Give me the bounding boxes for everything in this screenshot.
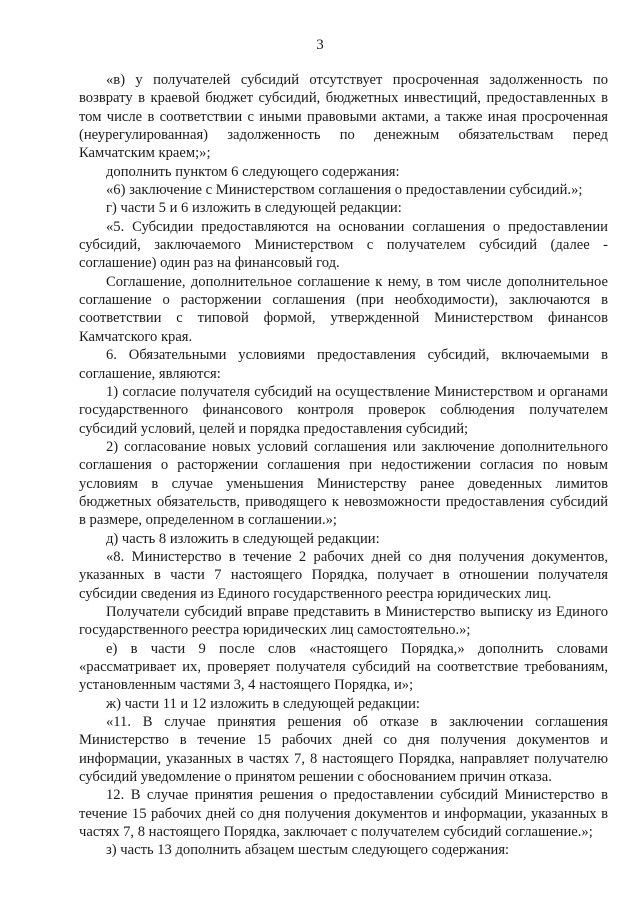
paragraph-subpoint-d: д) часть 8 изложить в следующей редакции: <box>106 530 380 547</box>
paragraph-part-11: «11. В случае принятия решения об отказе в заключении соглашения Министерство в течение 15 рабочих дней со дня получения документов и информации, указанных в частях 7, 8 настоящего Порядка, направляет получателю субсидий уведомление о принятом решении с обоснованием причин отказа. <box>79 714 608 786</box>
paragraph-part-8: «8. Министерство в течение 2 рабочих дней со дня получения документов, указанных в части 7 настоящего Порядка, получает в отношении получателя субсидии сведения из Единого государственного реестра юридических лиц. <box>79 548 608 602</box>
paragraph-subpoint-z: з) часть 13 дополнить абзацем шестым следующего содержания: <box>106 842 510 859</box>
document-body <box>79 71 608 860</box>
paragraph-subpoint-zh: ж) части 11 и 12 изложить в следующей редакции: <box>106 695 420 712</box>
paragraph-agreement: Соглашение, дополнительное соглашение к нему, в том числе дополнительное соглашение о расторжении соглашения (при необходимости), заключаются в соответствии с типовой формой, утвержденной Министерством финансов Камчатского края. <box>79 273 608 345</box>
paragraph-subpoint-e: е) в части 9 после слов «настоящего Порядка,» дополнить словами «рассматривает их, проверяет получателя субсидий на соответствие требованиям, установленным частями 3, 4 настоящего Порядка, и»; <box>79 640 608 694</box>
paragraph-subpoint-v: «в) у получателей субсидий отсутствует просроченная задолженность по возврату в краевой бюджет субсидий, бюджетных инвестиций, предоставленных в том числе в соответствии с иными правовыми актами, а также иная просроченная (неурегулированная) задолженность по денежным обязательствам перед Камчатским краем;»; <box>79 72 608 162</box>
paragraph-part-6: 6. Обязательными условиями предоставления субсидий, включаемыми в соглашение, являются: <box>79 347 608 382</box>
paragraph-condition-2: 2) согласование новых условий соглашения или заключение дополнительного соглашения о расторжении соглашения при недостижении согласия по новым условиям в случае уменьшения Министерству ранее доведенных лимитов бюджетных обязательств, приводящего к невозможности предоставления субсидий в размере, определенном в соглашении.»; <box>79 438 608 529</box>
paragraph-add-point-6: дополнить пунктом 6 следующего содержания: <box>106 163 400 180</box>
paragraph-subpoint-g: г) части 5 и 6 изложить в следующей редакции: <box>106 200 402 217</box>
paragraph-condition-1: 1) согласие получателя субсидий на осуществление Министерством и органами государственного финансового контроля проверок соблюдения получателем субсидий условий, целей и порядка предоставления субсидий; <box>79 383 608 437</box>
paragraph-point-6-text: «6) заключение с Министерством соглашения о предоставлении субсидий.»; <box>106 182 583 199</box>
paragraph-recipients-extract: Получатели субсидий вправе представить в Министерство выписку из Единого государственного реестра юридических лиц самостоятельно.»; <box>79 603 608 639</box>
paragraph-part-5: «5. Субсидии предоставляются на основании соглашения о предоставлении субсидий, заключаемого Министерством с получателем субсидий (далее - соглашение) один раз на финансовый год. <box>79 218 608 272</box>
paragraph-part-12: 12. В случае принятия решения о предоставлении субсидий Министерство в течение 15 рабочих дней со дня получения документов и информации, указанных в частях 7, 8 настоящего Порядка, заключает с получателем субсидий соглашение.»; <box>79 787 608 841</box>
page-number: 3 <box>316 37 324 53</box>
